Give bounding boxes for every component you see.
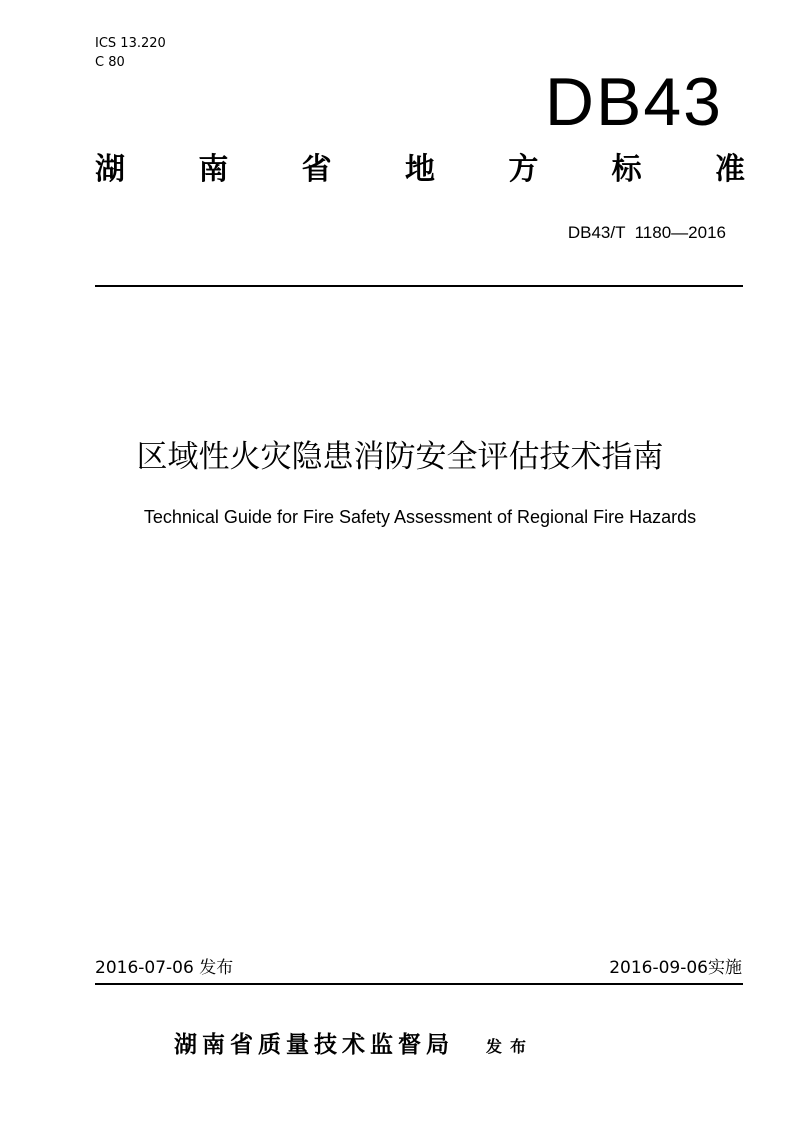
document-title-chinese: 区域性火灾隐患消防安全评估技术指南	[136, 439, 664, 475]
standard-type-char: 地	[404, 152, 435, 187]
top-divider	[95, 285, 743, 287]
standard-code: DB43	[544, 64, 723, 140]
ics-code: ICS 13.220	[95, 36, 166, 51]
standard-type-char: 标	[611, 152, 642, 187]
implementation-date: 2016-09-06实施	[609, 958, 742, 978]
standard-number: DB43/T 1180—2016	[567, 223, 726, 242]
ccs-code: C 80	[95, 55, 125, 70]
document-title-english: Technical Guide for Fire Safety Assessment of Regional Fire Hazards	[143, 507, 697, 527]
issuing-authority: 湖南省质量技术监督局	[174, 1032, 454, 1058]
bottom-divider	[95, 983, 743, 985]
standard-type-char: 湖	[95, 152, 125, 187]
standard-type-char: 方	[508, 152, 539, 187]
standard-type-char: 南	[198, 152, 229, 187]
issue-date: 2016-07-06 发布	[95, 958, 234, 978]
issuer-line	[174, 1030, 534, 1060]
standard-type	[95, 150, 745, 190]
issuer-action: 发布	[486, 1037, 535, 1056]
standard-type-char: 准	[714, 152, 745, 187]
standard-type-char: 省	[301, 152, 332, 187]
